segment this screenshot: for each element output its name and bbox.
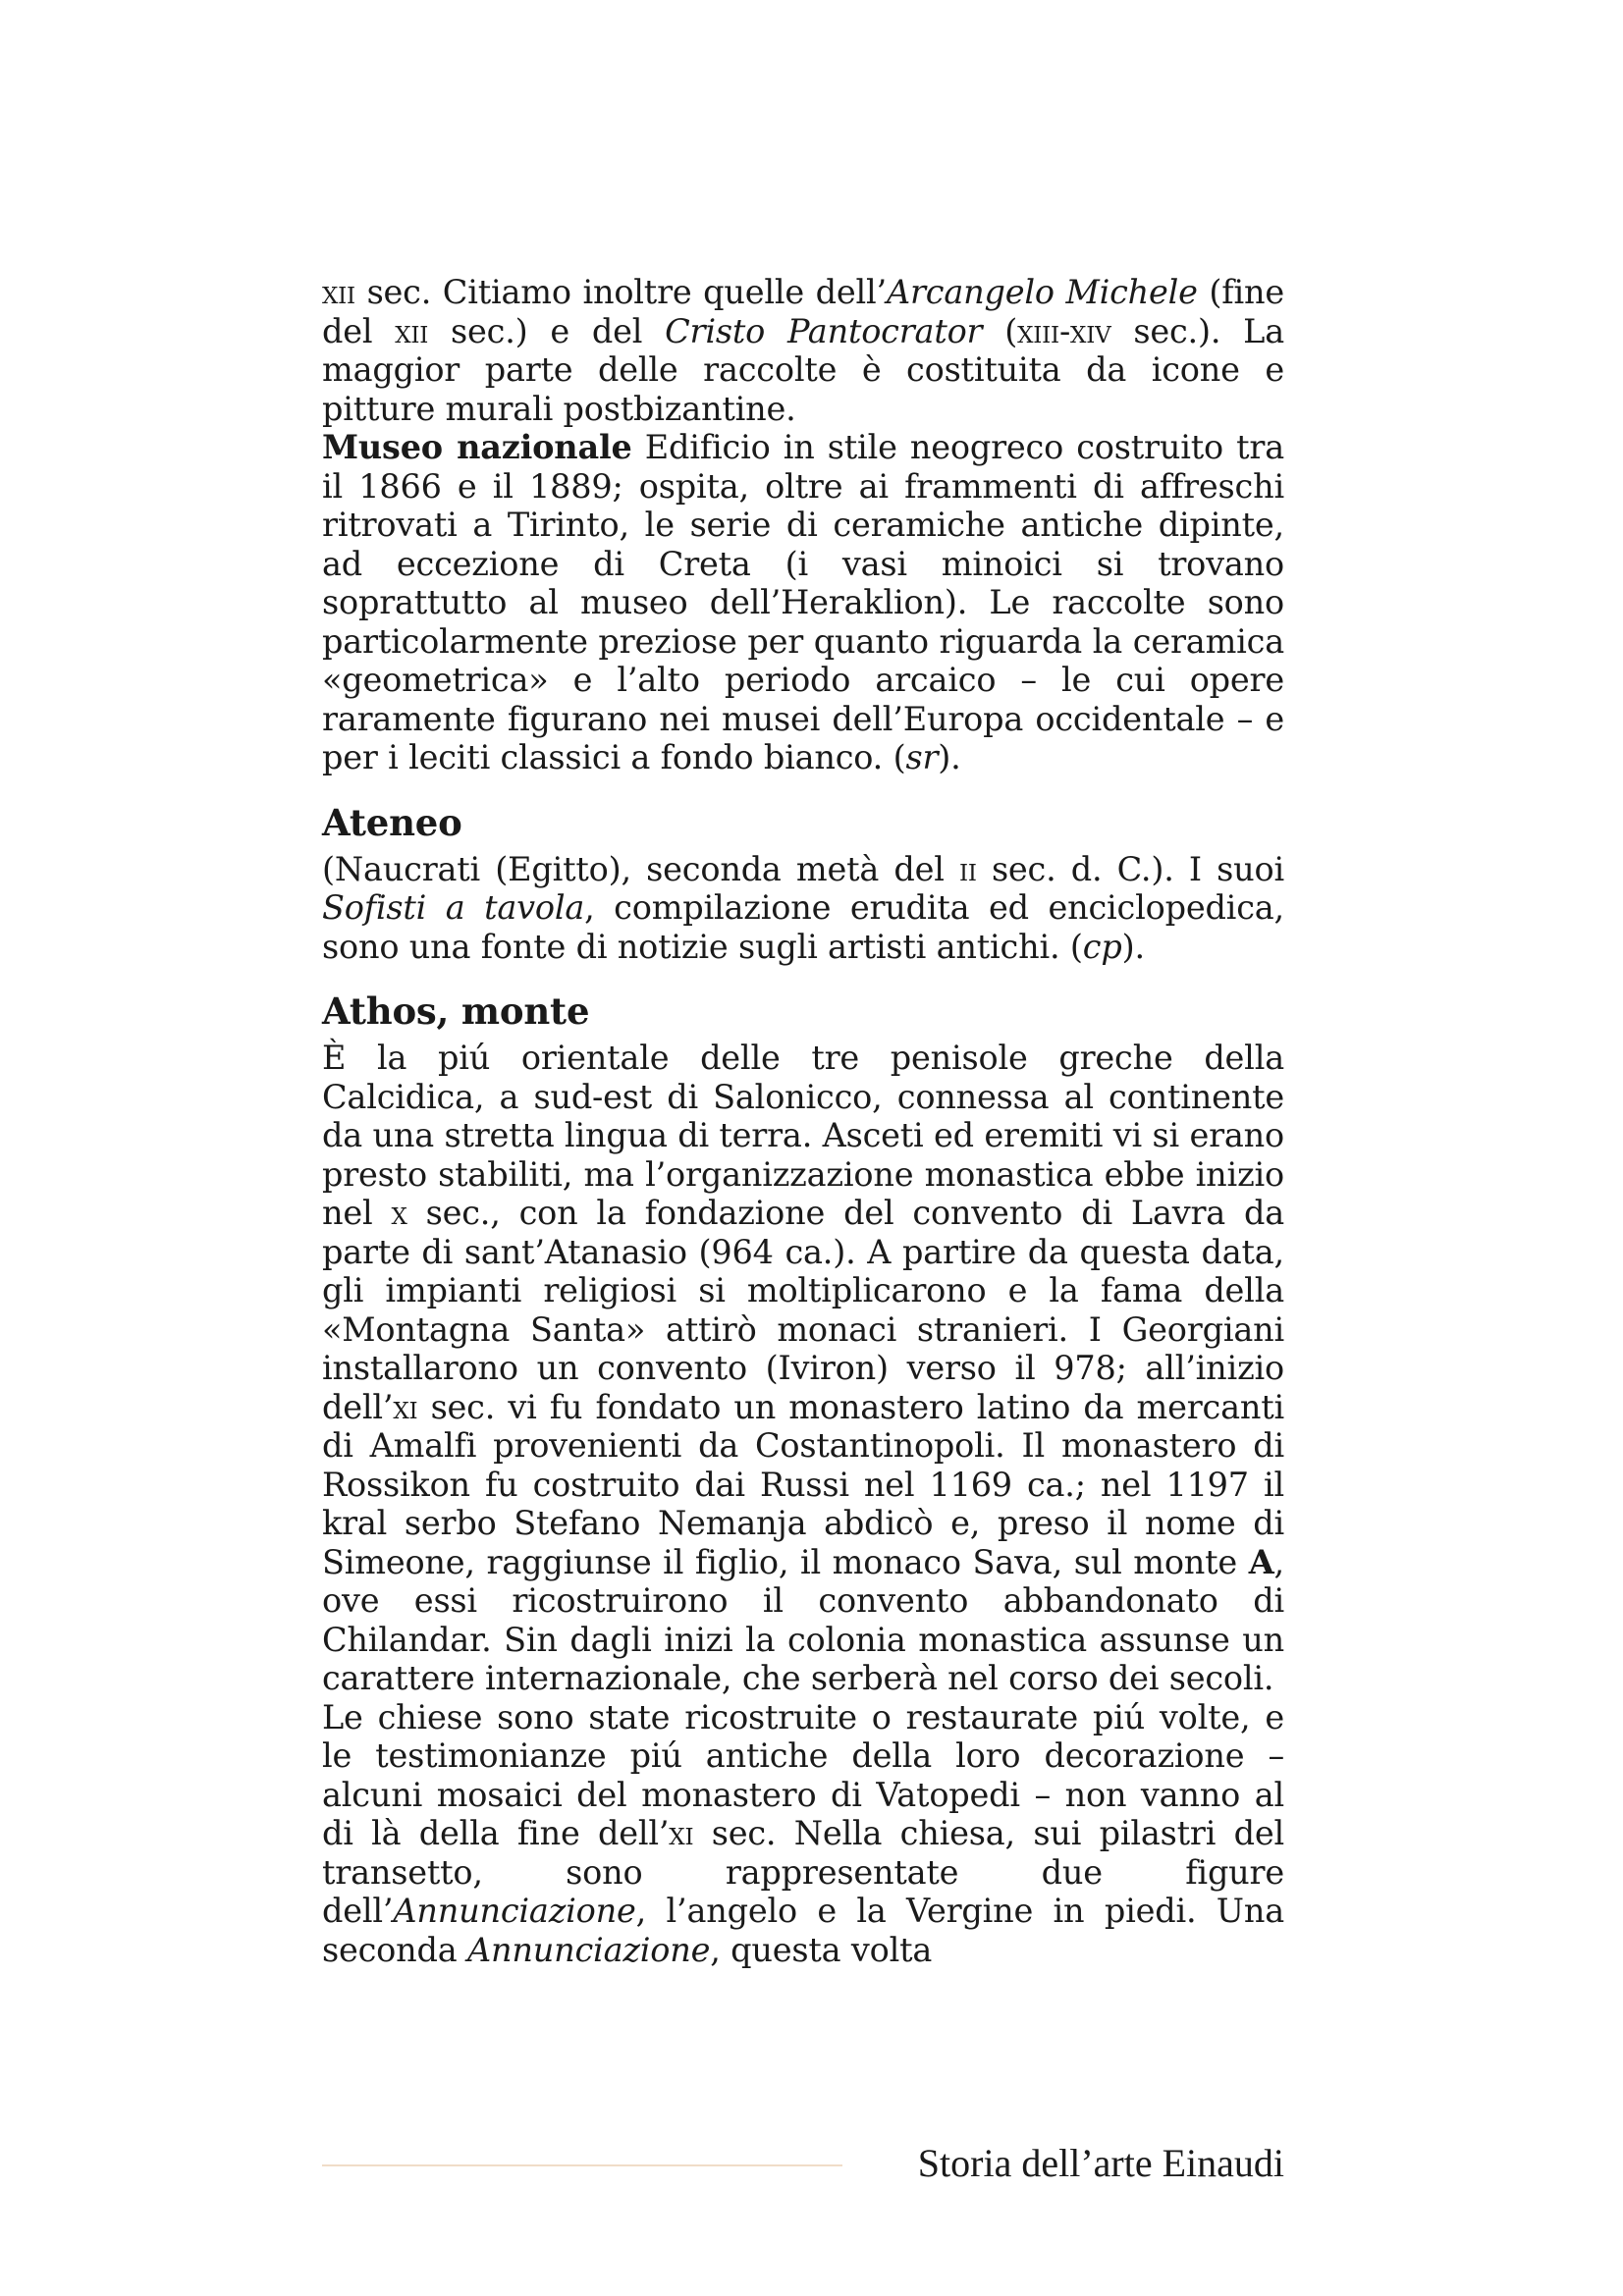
century-numeral: x (391, 1194, 407, 1232)
century-numeral: ii (958, 849, 977, 888)
text-column (322, 273, 1284, 1969)
text-run: ( (982, 311, 1018, 350)
ateneo-paragraph (322, 850, 1284, 967)
century-numeral: xii (322, 273, 355, 311)
text-run: Edificio in stile neogreco costruito tra il 1866 e il 1889; ospita, oltre ai frammenti di affreschi ritrovati a Tirinto, le serie di ceramiche antiche dipinte, ad eccezione di Creta (i vasi minoici si trovano soprattutto al museo dell’Heraklion). Le raccolte sono particolarmente preziose per quanto riguarda la ceramica «geometrica» e l’alto periodo arcaico – le cui opere raramente figurano nei musei dell’Europa occidentale – e per i leciti classici a fondo bianco. ( (322, 428, 1284, 776)
century-numeral: xii (395, 311, 429, 350)
artwork-title: Cristo Pantocrator (665, 311, 983, 350)
text-run: sec. Citiamo inoltre quelle dell’ (354, 273, 887, 311)
text-run: , questa volta (710, 1930, 933, 1969)
century-numeral: xi (393, 1387, 418, 1426)
athos-paragraph-1 (322, 1039, 1284, 1698)
author-initials: sr (905, 738, 939, 776)
entry-title-athos: Athos, monte (322, 989, 590, 1033)
author-initials: cp (1082, 927, 1122, 966)
run-in-heading: Museo nazionale (322, 428, 632, 466)
text-run: sec. d. C.). I suoi (976, 849, 1284, 888)
text-run: sec.) e del (428, 311, 666, 350)
entry-title-ateneo: Ateneo (322, 800, 462, 844)
text-run: Le chiese sono state ricostruite o restaurate piú volte, e le testimonianze piú antiche della loro decorazione – alcuni mosaici del monastero di Vatopedi – non vanno al di là della fine dell’ (322, 1697, 1284, 1852)
text-run: sec., con la fondazione del convento di Lavra da parte di sant’Atanasio (964 ca.). A partire da questa data, gli impianti religiosi si moltiplicarono e la fama della «Montagna Santa» attirò monaci stranieri. I Georgiani installarono un convento (Iviron) verso il 978; all’inizio dell’ (322, 1194, 1284, 1426)
century-numeral: xi (669, 1814, 694, 1852)
text-run: sec. vi fu fondato un monastero latino da mercanti di Amalfi provenienti da Costantinopoli. Il monastero di Rossikon fu costruito dai Russi nel 1169 ca.; nel 1197 il kral serbo Stefano Nemanja abdicò e, preso il nome di Simeone, raggiunse il figlio, il monaco Sava, sul monte (322, 1387, 1284, 1581)
artwork-title: Annunciazione (467, 1930, 711, 1969)
artwork-title: Arcangelo Michele (886, 273, 1198, 311)
artwork-title: Sofisti a tavola (322, 888, 585, 927)
footer-rule (322, 2164, 842, 2166)
text-run: (Naucrati (Egitto), seconda metà del (322, 849, 959, 888)
text-run: sec. Nella chiesa, sui pilastri del transetto, sono rappresentate due figure dell’ (322, 1814, 1284, 1930)
text-run: ). (938, 738, 961, 776)
continuation-paragraph (322, 273, 1284, 428)
text-run: , l’angelo e la Vergine in piedi. Una seconda (322, 1892, 1284, 1969)
text-run: (fine del (322, 273, 1284, 350)
text-run: ). (1121, 927, 1145, 966)
entry-abbreviation: A (1248, 1542, 1274, 1581)
footer-title: Storia dell’arte Einaudi (917, 2141, 1284, 2185)
artwork-title: Annunciazione (393, 1892, 636, 1930)
text-run: sec.). La maggior parte delle raccolte è costituita da icone e pitture murali postbizantine. (322, 311, 1284, 428)
text-run: , ove essi ricostruirono il convento abbandonato di Chilandar. Sin dagli inizi la colonia monastica assunse un carattere internazionale, che serberà nel corso dei secoli. (322, 1542, 1284, 1697)
athos-paragraph-2 (322, 1698, 1284, 1970)
century-numeral: xiii-xiv (1017, 311, 1111, 350)
text-run: È la piú orientale delle tre penisole greche della Calcidica, a sud-est di Salonicco, connessa al continente da una stretta lingua di terra. Asceti ed eremiti vi si erano presto stabiliti, ma l’organizzazione monastica ebbe inizio nel (322, 1039, 1284, 1232)
museo-paragraph (322, 428, 1284, 777)
text-run: , compilazione erudita ed enciclopedica, sono una fonte di notizie sugli artisti antichi. ( (322, 888, 1284, 966)
